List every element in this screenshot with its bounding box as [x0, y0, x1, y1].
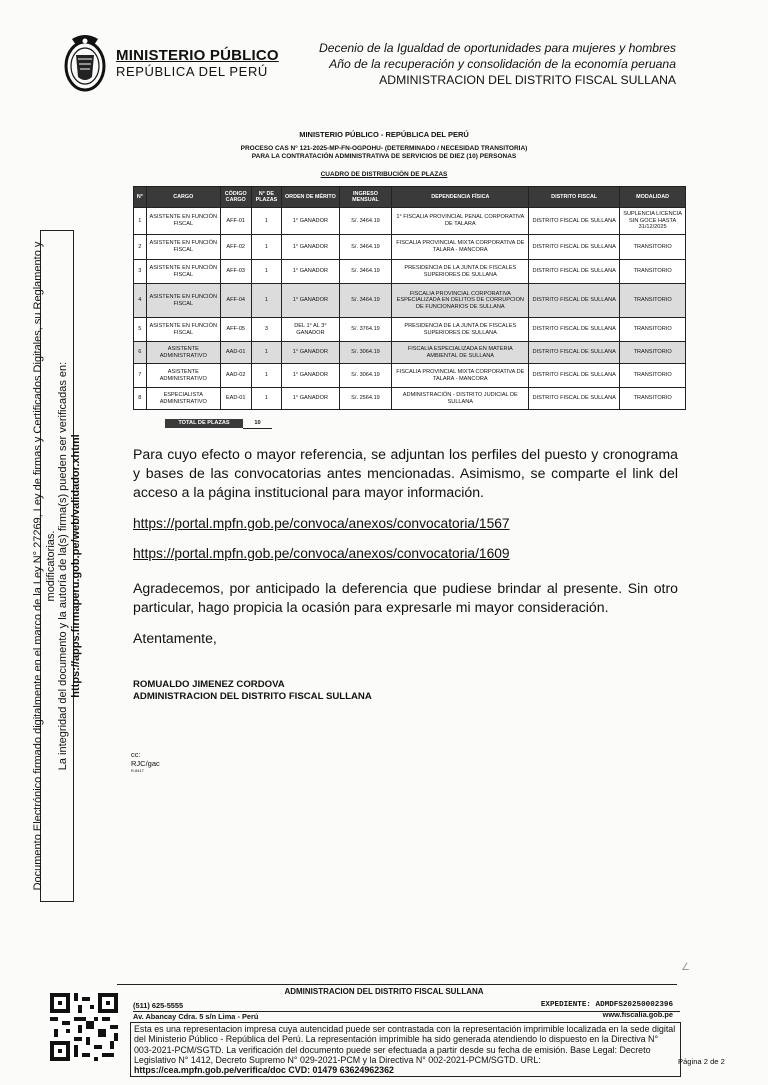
footer-divider	[117, 984, 677, 985]
paragraph-attachments: Para cuyo efecto o mayor referencia, se adjuntan los perfiles del puesto y cronograma y bases de las convocatorias antes mencionadas. Asimismo, se comparte el link del acceso a la página institucional para mayor información.	[133, 446, 678, 500]
cell-modalidad: TRANSITORIO	[620, 342, 686, 364]
cell-dependencia: FISCALIA PROVINCIAL MIXTA CORPORATIVA DE TALARA - MANCORA	[392, 364, 529, 388]
cell-codigo: EAD-01	[220, 388, 251, 410]
cell-n: 7	[134, 364, 147, 388]
link-convocatoria-1567[interactable]: https://portal.mpfn.gob.pe/convoca/anexos/convocatoria/1567	[133, 516, 510, 531]
cell-distrito: DISTRITO FISCAL DE SULLANA	[529, 208, 620, 235]
closing-salutation: Atentamente,	[133, 630, 217, 646]
cell-distrito: DISTRITO FISCAL DE SULLANA	[529, 388, 620, 410]
cell-orden: 1° GANADOR	[282, 208, 339, 235]
cell-n: 4	[134, 284, 147, 318]
col-header: INGRESO MENSUAL	[339, 187, 392, 208]
cell-n: 2	[134, 235, 147, 260]
cell-plazas: 1	[251, 235, 282, 260]
cell-modalidad: TRANSITORIO	[620, 284, 686, 318]
cell-cargo: ASISTENTE ADMINISTRATIVO	[146, 342, 220, 364]
cell-codigo: AFF-02	[220, 235, 251, 260]
col-header: N° DE PLAZAS	[251, 187, 282, 208]
cell-plazas: 1	[251, 208, 282, 235]
table-header-row	[134, 187, 686, 208]
cell-cargo: ASISTENTE EN FUNCIÓN FISCAL	[146, 208, 220, 235]
cell-modalidad: SUPLENCIA LICENCIA SIN GOCE HASTA 31/12/2025	[620, 208, 686, 235]
institution-country: REPÚBLICA DEL PERÚ	[116, 64, 268, 79]
cell-distrito: DISTRITO FISCAL DE SULLANA	[529, 342, 620, 364]
cell-distrito: DISTRITO FISCAL DE SULLANA	[529, 235, 620, 260]
cell-plazas: 1	[251, 342, 282, 364]
col-header: ORDEN DE MÉRITO	[282, 187, 339, 208]
cell-n: 8	[134, 388, 147, 410]
col-header: DISTRITO FISCAL	[529, 187, 620, 208]
table-row	[134, 208, 686, 235]
table-org-title: MINISTERIO PÚBLICO - REPÚBLICA DEL PERÚ	[299, 130, 469, 139]
cell-dependencia: FISCALIA PROVINCIAL CORPORATIVA ESPECIALIZADA EN DELITOS DE CORRUPCION DE FUNCIONARIOS DE SULLANA	[392, 284, 529, 318]
cell-cargo: ESPECIALISTA ADMINISTRATIVO	[146, 388, 220, 410]
paragraph-closing: Agradecemos, por anticipado la deferencia que pudiese brindar al presente. Sin otro particular, hago propicia la ocasión para expresarle mi mayor consideración.	[133, 580, 678, 615]
table-row	[134, 284, 686, 318]
cell-ingreso: S/. 3464.19	[339, 284, 392, 318]
legal-text: Esta es una representacion impresa cuya autencidad puede ser contrastada con la representación imprimible localizada en la sede digital del Ministerio Público - República del Perú. La representación imprimible ha sido generada atendiendo lo dispuesto en la Directiva N° 003-2021-PCM/SGTD. La verificación del documento puede ser efectuada a partir desde su fecha de emisión. Base Legal: Decreto Legislativo N° 1412, Decreto Supremo N° 029-2021-PCM y la Directiva N° 002-2021-PCM/SGTD. URL:	[134, 1024, 676, 1065]
cell-plazas: 1	[251, 284, 282, 318]
cell-cargo: ASISTENTE EN FUNCIÓN FISCAL	[146, 318, 220, 342]
cell-orden: 1° GANADOR	[282, 388, 339, 410]
col-header: CÓDIGO CARGO	[220, 187, 251, 208]
footer-phone: (511) 625-5555	[133, 1001, 184, 1010]
cell-modalidad: TRANSITORIO	[620, 260, 686, 284]
process-line-1: PROCESO CAS N° 121-2025-MP-FN-OGPOHU- (DETERMINADO / NECESIDAD TRANSITORIA)	[240, 145, 528, 152]
cell-codigo: AAD-02	[220, 364, 251, 388]
copy-reference	[131, 750, 160, 773]
cell-orden: DEL 1° AL 3° GANADOR	[282, 318, 339, 342]
cell-n: 3	[134, 260, 147, 284]
table-row	[134, 364, 686, 388]
cell-distrito: DISTRITO FISCAL DE SULLANA	[529, 284, 620, 318]
cell-modalidad: TRANSITORIO	[620, 235, 686, 260]
table-row	[134, 260, 686, 284]
cell-ingreso: S/. 3064.19	[339, 364, 392, 388]
cell-ingreso: S/. 3464.19	[339, 208, 392, 235]
cell-orden: 1° GANADOR	[282, 342, 339, 364]
motto-year: Año de la recuperación y consolidación de la economía peruana	[329, 57, 676, 71]
cell-ingreso: S/. 3764.19	[339, 318, 392, 342]
total-value: 10	[243, 419, 272, 429]
col-header: MODALIDAD	[620, 187, 686, 208]
cell-codigo: AFF-03	[220, 260, 251, 284]
cell-plazas: 1	[251, 388, 282, 410]
cell-dependencia: FISCALIA ESPECIALIZADA EN MATERIA AMBIENTAL DE SULLANA	[392, 342, 529, 364]
footer-address: Av. Abancay Cdra. 5 s/n Lima - Perú	[133, 1011, 680, 1022]
cell-distrito: DISTRITO FISCAL DE SULLANA	[529, 260, 620, 284]
table-process-title	[0, 145, 768, 161]
cell-n: 6	[134, 342, 147, 364]
cell-orden: 1° GANADOR	[282, 284, 339, 318]
legal-cvd: CVD: 01479 63624962362	[288, 1065, 394, 1076]
footer-expediente: EXPEDIENTE: ADMDFS20250002396	[540, 1001, 673, 1009]
cell-orden: 1° GANADOR	[282, 260, 339, 284]
institution-name: MINISTERIO PÚBLICO	[116, 47, 279, 64]
stamp-line-2-text: La integridad del documento y la autoría de la(s) firma(s) pueden ser verificadas en:	[57, 361, 69, 771]
cell-modalidad: TRANSITORIO	[620, 318, 686, 342]
cell-cargo: ASISTENTE EN FUNCIÓN FISCAL	[146, 260, 220, 284]
coat-of-arms-logo	[62, 33, 108, 95]
cell-orden: 1° GANADOR	[282, 235, 339, 260]
col-header: N°	[134, 187, 147, 208]
pen-mark: ∠	[681, 962, 690, 973]
footer-expediente-block	[541, 1000, 673, 1020]
cell-cargo: ASISTENTE EN FUNCIÓN FISCAL	[146, 284, 220, 318]
signer-name: ROMUALDO JIMENEZ CORDOVA	[133, 679, 285, 690]
digital-signature-stamp	[32, 230, 82, 902]
cell-n: 1	[134, 208, 147, 235]
cell-dependencia: ADMINISTRACIÓN - DISTRITO JUDICIAL DE SULLANA	[392, 388, 529, 410]
table-row	[134, 342, 686, 364]
link-convocatoria-1609[interactable]: https://portal.mpfn.gob.pe/convoca/anexos/convocatoria/1609	[133, 546, 510, 561]
legal-verification-box	[130, 1022, 681, 1077]
positions-table	[133, 186, 686, 410]
cell-plazas: 1	[251, 364, 282, 388]
table-row	[134, 235, 686, 260]
page-number: Página 2 de 2	[678, 1057, 725, 1066]
cell-cargo: ASISTENTE ADMINISTRATIVO	[146, 364, 220, 388]
qr-code-icon	[50, 993, 118, 1061]
legal-verify-url[interactable]: https://cea.mpfn.gob.pe/verifica/doc	[134, 1065, 286, 1076]
cell-modalidad: TRANSITORIO	[620, 364, 686, 388]
cell-ingreso: S/. 2564.19	[339, 388, 392, 410]
cell-dependencia: PRESIDENCIA DE LA JUNTA DE FISCALES SUPERIORES DE SULLANA	[392, 260, 529, 284]
footer-title: ADMINISTRACION DEL DISTRITO FISCAL SULLANA	[284, 987, 484, 996]
cell-orden: 1° GANADOR	[282, 364, 339, 388]
process-line-2: PARA LA CONTRATACIÓN ADMINISTRATIVA DE SERVICIOS DE DIEZ (10) PERSONAS	[251, 153, 517, 160]
cell-n: 5	[134, 318, 147, 342]
cc-ref: R.8417	[131, 768, 144, 773]
table-row	[134, 388, 686, 410]
table-row	[134, 318, 686, 342]
motto-decade: Decenio de la Igualdad de oportunidades para mujeres y hombres	[318, 41, 676, 55]
cc-label: cc:	[131, 750, 141, 759]
stamp-line-2	[57, 232, 82, 900]
cell-codigo: AFF-01	[220, 208, 251, 235]
cell-dependencia: PRESIDENCIA DE LA JUNTA DE FISCALES SUPERIORES DE SULLANA	[392, 318, 529, 342]
cell-plazas: 3	[251, 318, 282, 342]
cell-plazas: 1	[251, 260, 282, 284]
validator-url[interactable]: https://apps.firmaperu.gob.pe/web/validador.xhtml	[69, 434, 82, 698]
cell-distrito: DISTRITO FISCAL DE SULLANA	[529, 318, 620, 342]
cell-cargo: ASISTENTE EN FUNCIÓN FISCAL	[146, 235, 220, 260]
signer-office: ADMINISTRACION DEL DISTRITO FISCAL SULLANA	[133, 691, 372, 702]
col-header: DEPENDENCIA FÍSICA	[392, 187, 529, 208]
cell-codigo: AFF-04	[220, 284, 251, 318]
cc-initials: RJC/gac	[131, 759, 160, 768]
stamp-line-1: Documento Electrónico firmado digitalmente en el marco de la Ley N° 27269, Ley de firmas y Certificados Digitales, su Reglamento y modificatorias.	[32, 241, 57, 891]
cell-ingreso: S/. 3064.19	[339, 342, 392, 364]
cell-distrito: DISTRITO FISCAL DE SULLANA	[529, 364, 620, 388]
cell-codigo: AFF-05	[220, 318, 251, 342]
signer-block	[133, 679, 372, 703]
header-office: ADMINISTRACION DEL DISTRITO FISCAL SULLANA	[379, 73, 676, 87]
footer-website[interactable]: www.fiscalia.gob.pe	[602, 1010, 673, 1019]
cell-modalidad: TRANSITORIO	[620, 388, 686, 410]
cell-ingreso: S/. 3464.19	[339, 235, 392, 260]
cell-ingreso: S/. 3464.19	[339, 260, 392, 284]
cell-dependencia: FISCALIA PROVINCIAL MIXTA CORPORATIVA DE TALARA - MANCORA	[392, 235, 529, 260]
cell-codigo: AAD-01	[220, 342, 251, 364]
cell-dependencia: 1° FISCALIA PROVINCIAL PENAL CORPORATIVA DE TALARA	[392, 208, 529, 235]
col-header: CARGO	[146, 187, 220, 208]
total-label: TOTAL DE PLAZAS	[165, 419, 243, 428]
header-mottos	[319, 40, 676, 88]
table-caption: CUADRO DE DISTRIBUCIÓN DE PLAZAS	[320, 171, 448, 178]
